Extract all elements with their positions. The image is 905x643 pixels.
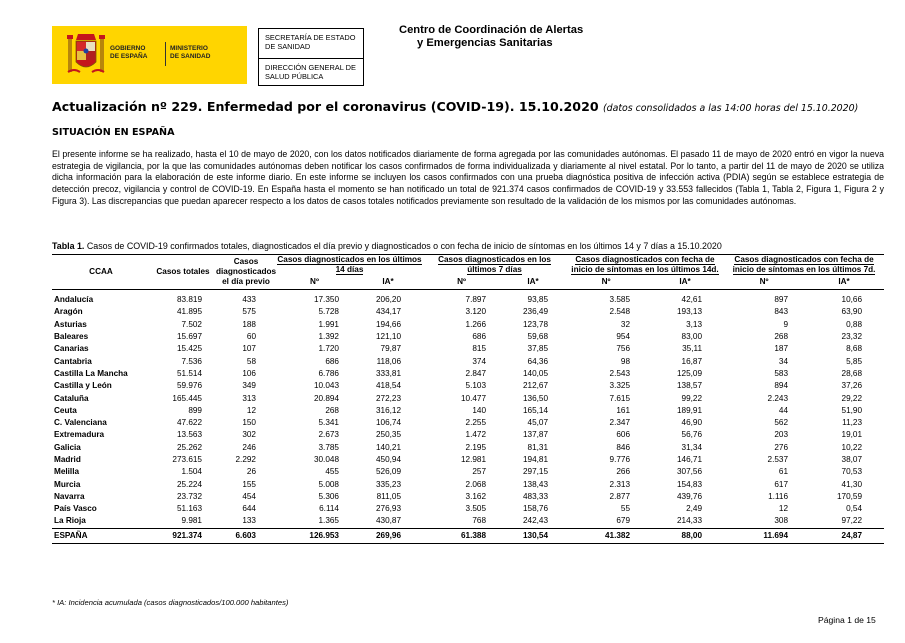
value-cell: 5.341	[318, 418, 339, 428]
value-cell: 123,78	[522, 319, 549, 329]
ccaa-name-cell: Asturias	[54, 319, 87, 329]
value-cell: 98	[620, 356, 631, 366]
value-cell: 1.392	[318, 332, 339, 342]
ccaa-name-cell: Galicia	[54, 442, 81, 452]
value-cell: 3.325	[609, 381, 631, 391]
value-cell: 1.504	[181, 467, 202, 477]
value-cell: 37,26	[841, 381, 863, 391]
subheader-ia: IA*	[838, 277, 850, 286]
value-cell: 83.819	[176, 295, 202, 305]
value-cell: 430,87	[375, 516, 402, 526]
value-cell: 97,22	[841, 516, 863, 526]
header-casos-dia-previo: Casos diagnosticados el día previo	[216, 255, 276, 290]
value-cell: 23.732	[176, 491, 202, 501]
value-cell: 1.116	[768, 491, 789, 501]
ccaa-name-cell: Andalucía	[54, 295, 94, 305]
value-cell: 10.477	[460, 393, 487, 403]
value-cell: 846	[616, 442, 631, 452]
table-footnote: * IA: Incidencia acumulada (casos diagnosticados/100.000 habitantes)	[52, 598, 289, 607]
value-cell: 276	[774, 442, 789, 452]
value-cell: 374	[472, 356, 487, 366]
value-cell: 55	[620, 504, 631, 514]
value-cell: 38,07	[841, 455, 863, 464]
table-row	[52, 343, 884, 355]
value-cell: 686	[325, 356, 339, 366]
value-cell: 64,36	[527, 356, 549, 366]
ccaa-name-cell: Madrid	[54, 455, 81, 464]
value-cell: 6.114	[319, 504, 339, 514]
ccaa-name-cell: Castilla y León	[54, 381, 112, 391]
value-cell: 59.976	[176, 381, 202, 391]
header-diag-14d: Casos diagnosticados en los últimos 14 días	[277, 255, 422, 274]
value-cell: 1.720	[318, 344, 339, 354]
logo-divider	[165, 42, 166, 66]
table-row	[52, 442, 884, 454]
value-cell: 273.615	[172, 455, 202, 464]
value-cell: 308	[774, 516, 789, 526]
value-cell: 7.615	[609, 393, 631, 403]
table-row	[52, 319, 884, 331]
ccaa-name-cell: C. Valenciana	[54, 418, 107, 428]
value-cell: 59,68	[527, 332, 549, 342]
ccaa-name-cell: Melilla	[54, 467, 80, 477]
value-cell: 154,83	[676, 479, 703, 489]
value-cell: 843	[774, 307, 789, 317]
value-cell: 30.048	[313, 455, 339, 464]
value-cell: 606	[616, 430, 631, 440]
table-row	[52, 392, 884, 404]
value-cell: 454	[242, 491, 256, 501]
value-cell: 954	[616, 332, 631, 342]
value-cell: 136,50	[522, 393, 549, 403]
table-row	[52, 368, 884, 380]
header-casos-totales: Casos totales	[150, 255, 216, 290]
value-cell: 2.068	[465, 479, 487, 489]
value-cell: 12.981	[460, 455, 487, 464]
value-cell: 276,93	[375, 504, 402, 514]
value-cell: 12	[246, 405, 256, 415]
value-cell: 3.162	[465, 491, 487, 501]
value-cell: 188	[242, 319, 256, 329]
ccaa-name-cell: Navarra	[54, 491, 85, 501]
value-cell: 63,90	[841, 307, 863, 317]
value-cell: 686	[472, 332, 487, 342]
value-cell: 20.894	[313, 393, 339, 403]
table-row	[52, 355, 884, 367]
ccaa-name-cell: Cantabria	[54, 356, 92, 366]
value-cell: 214,33	[676, 516, 703, 526]
subheader-n: Nº	[759, 277, 769, 286]
ccaa-name-cell: La Rioja	[54, 516, 86, 526]
value-cell: 2.313	[609, 479, 631, 489]
table-row	[52, 466, 884, 478]
secretaria-label: SECRETARÍA DE ESTADO DE SANIDAD	[265, 33, 356, 51]
header-ccaa: CCAA	[52, 255, 150, 290]
gobierno-ministerio-logo	[52, 26, 247, 84]
value-cell: 23,32	[841, 332, 863, 342]
value-cell: 921.374	[150, 528, 216, 543]
table-header-row	[52, 255, 884, 276]
table-caption: Tabla 1. Casos de COVID-19 confirmados totales, diagnosticados el día previo y diagnosticados o con fecha de inicio de síntomas en los últimos 14 y 7 días a 15.10.2020	[52, 241, 722, 251]
value-cell: 246	[242, 442, 256, 452]
value-cell: 433	[242, 295, 256, 305]
value-cell: 9.981	[181, 516, 202, 526]
value-cell: 7.502	[181, 319, 202, 329]
value-cell: 335,23	[375, 479, 402, 489]
report-title-main: Actualización nº 229. Enfermedad por el coronavirus (COVID-19). 15.10.2020	[52, 99, 599, 114]
section-title: SITUACIÓN EN ESPAÑA	[52, 127, 175, 138]
value-cell: 5,85	[846, 356, 863, 366]
value-cell: 46,90	[681, 418, 703, 428]
value-cell: 51.163	[176, 504, 202, 514]
value-cell: 138,43	[522, 479, 549, 489]
value-cell: 137,87	[522, 430, 549, 440]
value-cell: 2,49	[686, 504, 703, 514]
value-cell: 10,66	[841, 295, 863, 305]
value-cell: 483,33	[522, 491, 549, 501]
table-row	[52, 478, 884, 490]
table-row	[52, 515, 884, 528]
value-cell: 41.895	[176, 307, 202, 317]
value-cell: 575	[242, 307, 256, 317]
header-diag-7d: Casos diagnosticados en los últimos 7 días	[423, 255, 566, 276]
value-cell: 268	[325, 405, 339, 415]
value-cell: 187	[774, 344, 789, 354]
value-cell: 70,53	[841, 467, 863, 477]
value-cell: 583	[774, 368, 789, 378]
table-row	[52, 429, 884, 441]
ccaa-name-cell: Murcia	[54, 479, 81, 489]
value-cell: 44	[778, 405, 789, 415]
value-cell: 161	[616, 405, 631, 415]
value-cell: 418,54	[375, 381, 402, 391]
value-cell: 2.195	[465, 442, 487, 452]
value-cell: 118,06	[376, 356, 402, 366]
table-row	[52, 454, 884, 466]
box-divider	[259, 58, 363, 59]
value-cell: 455	[325, 467, 339, 477]
value-cell: 29,22	[841, 393, 863, 403]
table-row	[52, 331, 884, 343]
value-cell: 268	[774, 332, 789, 342]
value-cell: 313	[242, 393, 256, 403]
value-cell: 41.382	[566, 528, 646, 543]
value-cell: 194,66	[375, 319, 402, 329]
value-cell: 2.877	[609, 491, 631, 501]
value-cell: 3,13	[686, 319, 703, 329]
value-cell: 8,68	[846, 344, 863, 354]
value-cell: 155	[242, 479, 256, 489]
value-cell: 897	[774, 295, 789, 305]
table-row	[52, 405, 884, 417]
subheader-n: Nº	[457, 277, 466, 286]
subheader-n: Nº	[310, 277, 319, 286]
value-cell: 42,61	[681, 295, 703, 305]
value-cell: 99,22	[681, 393, 703, 403]
value-cell: 15.425	[176, 344, 202, 354]
value-cell: 257	[472, 467, 487, 477]
value-cell: 236,49	[522, 307, 549, 317]
value-cell: 47.622	[176, 418, 202, 428]
value-cell: 272,23	[375, 393, 402, 403]
value-cell: 302	[242, 430, 256, 440]
value-cell: 6.603	[216, 528, 276, 543]
value-cell: 3.120	[465, 307, 487, 317]
value-cell: 88,00	[646, 528, 724, 543]
ccaa-name-cell: Baleares	[54, 332, 89, 342]
value-cell: 61.388	[423, 528, 500, 543]
ccaa-name-cell: Canarias	[54, 344, 89, 354]
value-cell: 768	[472, 516, 487, 526]
value-cell: 1.365	[318, 516, 339, 526]
value-cell: 9.776	[609, 455, 631, 464]
value-cell: 1.266	[465, 319, 487, 329]
value-cell: 32	[620, 319, 631, 329]
value-cell: 2.255	[465, 418, 487, 428]
value-cell: 61	[778, 467, 789, 477]
value-cell: 9	[783, 319, 789, 329]
value-cell: 5.728	[318, 307, 339, 317]
value-cell: 349	[242, 381, 256, 391]
value-cell: 26	[246, 467, 256, 477]
value-cell: 2.847	[465, 368, 487, 378]
value-cell: 679	[616, 516, 631, 526]
value-cell: 106	[242, 368, 256, 378]
value-cell: 206,20	[375, 295, 402, 305]
value-cell: 133	[242, 516, 256, 526]
header-fis-7d: Casos diagnosticados con fecha de inicio de síntomas en los últimos 7d.	[724, 255, 884, 276]
value-cell: 5.306	[318, 491, 339, 501]
value-cell: 811,05	[376, 491, 402, 501]
value-cell: 41,30	[841, 479, 863, 489]
value-cell: 2.673	[318, 430, 339, 440]
ccaa-name-cell: País Vasco	[54, 504, 97, 514]
subheader-n: Nº	[601, 277, 611, 286]
value-cell: 121,10	[375, 332, 402, 342]
value-cell: 7.897	[465, 295, 487, 305]
value-cell: 194,81	[522, 455, 549, 464]
value-cell: 146,71	[676, 455, 703, 464]
value-cell: 2.292	[235, 455, 256, 464]
value-cell: 11.694	[724, 528, 804, 543]
value-cell: 34	[778, 356, 789, 366]
value-cell: 170,59	[836, 491, 863, 501]
ccaa-name-cell: Ceuta	[54, 405, 77, 415]
coat-of-arms-icon	[66, 32, 106, 78]
value-cell: 899	[188, 405, 202, 415]
value-cell: 93,85	[527, 295, 549, 305]
page-number: Página 1 de 15	[818, 615, 876, 625]
document-header	[0, 0, 905, 90]
value-cell: 562	[774, 418, 789, 428]
value-cell: 35,11	[682, 344, 703, 354]
table-row	[52, 290, 884, 307]
value-cell: 189,91	[676, 405, 703, 415]
table-row	[52, 417, 884, 429]
value-cell: 815	[472, 344, 487, 354]
value-cell: 140,05	[522, 368, 549, 378]
value-cell: 3.585	[609, 295, 631, 305]
value-cell: 13.563	[176, 430, 202, 440]
value-cell: 81,31	[527, 442, 549, 452]
subheader-ia: IA*	[679, 277, 691, 286]
value-cell: 45,07	[527, 418, 549, 428]
table-row	[52, 503, 884, 515]
value-cell: 266	[616, 467, 631, 477]
value-cell: 25.224	[176, 479, 202, 489]
value-cell: 242,43	[522, 516, 549, 526]
value-cell: 25.262	[176, 442, 202, 452]
value-cell: 756	[616, 344, 631, 354]
header-fis-14d: Casos diagnosticados con fecha de inicio de síntomas en los últimos 14d.	[566, 255, 724, 276]
ccaa-name-cell: Castilla La Mancha	[54, 368, 128, 378]
value-cell: 203	[774, 430, 789, 440]
table-row	[52, 380, 884, 392]
value-cell: 106,74	[375, 418, 402, 428]
value-cell: 7.536	[181, 356, 202, 366]
value-cell: 450,94	[375, 455, 402, 464]
value-cell: 37,85	[527, 344, 549, 354]
table-row	[52, 491, 884, 503]
value-cell: 333,81	[375, 368, 402, 378]
value-cell: 1.991	[318, 319, 339, 329]
intro-paragraph: El presente informe se ha realizado, hasta el 10 de mayo de 2020, con los datos notificados diariamente de forma agregada por las comunidades autónomas. El pasado 11 de mayo de 2020 entró en vigor la nueva estrategia de vigilancia, por la que las comunidades autónomas deben notificar los casos confirmados de forma individualizada y diariamente al nivel estatal. Por lo tanto, a partir del 11 de mayo de 2020 se utiliza dicha información para la elaboración de este informe diario. En este informe se incluyen los casos confirmados con una prueba diagnóstica positiva de infección activa (PDIA) según se establece estrategia de detección precoz, vigilancia y control de COVID-19. En España hasta el momento se han notificado un total de 921.374 casos confirmados de COVID-19 y 33.553 fallecidos (Tabla 1, Tabla 2, Figura 1, Figura 2 y Figura 3). Las discrepancias que puedan aparecer respecto a los datos de casos totales notificados previamente son resultado de la validación de los mismos por las comunidades autónomas.	[52, 149, 884, 206]
value-cell: 51,90	[841, 405, 863, 415]
value-cell: 0,88	[846, 319, 863, 329]
value-cell: 6.786	[318, 368, 339, 378]
value-cell: 2.548	[609, 307, 631, 317]
direccion-label: DIRECCIÓN GENERAL DE SALUD PÚBLICA	[265, 63, 356, 81]
value-cell: 2.347	[609, 418, 631, 428]
value-cell: 31,34	[681, 442, 703, 452]
value-cell: 19,01	[841, 430, 863, 440]
secretaria-box	[258, 28, 364, 86]
value-cell: 79,87	[380, 344, 402, 354]
value-cell: 434,17	[375, 307, 402, 317]
report-title	[52, 99, 858, 114]
value-cell: 526,09	[375, 467, 402, 477]
ccaa-name-cell: Aragón	[54, 307, 83, 317]
value-cell: 12	[778, 504, 789, 514]
value-cell: 15.697	[176, 332, 202, 342]
value-cell: 2.543	[609, 368, 631, 378]
value-cell: 250,35	[375, 430, 402, 440]
value-cell: 140	[472, 405, 487, 415]
value-cell: 10.043	[313, 381, 339, 391]
value-cell: 212,67	[522, 381, 549, 391]
value-cell: 1.472	[465, 430, 487, 440]
value-cell: 126.953	[276, 528, 353, 543]
value-cell: 51.514	[176, 368, 202, 378]
value-cell: 894	[774, 381, 789, 391]
value-cell: 130,54	[500, 528, 566, 543]
gobierno-label: GOBIERNO DE ESPAÑA	[110, 45, 148, 60]
ccaa-name-cell: ESPAÑA	[52, 528, 150, 543]
value-cell: 24,87	[804, 528, 884, 543]
ccaa-cases-table	[52, 254, 884, 544]
value-cell: 3.785	[318, 442, 339, 452]
value-cell: 2.243	[767, 393, 789, 403]
value-cell: 193,13	[676, 307, 703, 317]
value-cell: 83,00	[681, 332, 703, 342]
value-cell: 2.537	[767, 455, 789, 464]
value-cell: 138,57	[676, 381, 703, 391]
ccaa-name-cell: Extremadura	[54, 430, 105, 440]
value-cell: 0,54	[846, 504, 863, 514]
report-title-sub: (datos consolidados a las 14:00 horas del 15.10.2020)	[602, 103, 859, 114]
value-cell: 617	[774, 479, 789, 489]
value-cell: 58	[246, 356, 256, 366]
value-cell: 307,56	[676, 467, 703, 477]
value-cell: 28,68	[841, 368, 863, 378]
value-cell: 60	[246, 332, 256, 342]
value-cell: 165.445	[172, 393, 202, 403]
value-cell: 5.103	[465, 381, 487, 391]
value-cell: 56,76	[681, 430, 703, 440]
value-cell: 165,14	[522, 405, 549, 415]
value-cell: 140,21	[375, 442, 402, 452]
value-cell: 269,96	[353, 528, 423, 543]
value-cell: 107	[242, 344, 256, 354]
table-row	[52, 306, 884, 318]
value-cell: 16,87	[681, 356, 703, 366]
value-cell: 150	[242, 418, 256, 428]
value-cell: 439,76	[676, 491, 703, 501]
value-cell: 644	[242, 504, 256, 514]
value-cell: 316,12	[375, 405, 402, 415]
value-cell: 5.008	[318, 479, 339, 489]
ccaa-name-cell: Cataluña	[54, 393, 89, 403]
value-cell: 3.505	[465, 504, 487, 514]
value-cell: 10,22	[841, 442, 863, 452]
ministerio-label: MINISTERIO DE SANIDAD	[170, 45, 211, 60]
value-cell: 297,15	[522, 467, 549, 477]
subheader-ia: IA*	[382, 277, 394, 286]
value-cell: 158,76	[522, 504, 549, 514]
value-cell: 17.350	[313, 295, 339, 305]
value-cell: 11,23	[842, 418, 863, 428]
table-total-row	[52, 528, 884, 543]
subheader-ia: IA*	[527, 277, 539, 286]
centro-coordinacion-title: Centro de Coordinación de Alertas y Emergencias Sanitarias	[399, 24, 584, 49]
value-cell: 125,09	[676, 368, 703, 378]
